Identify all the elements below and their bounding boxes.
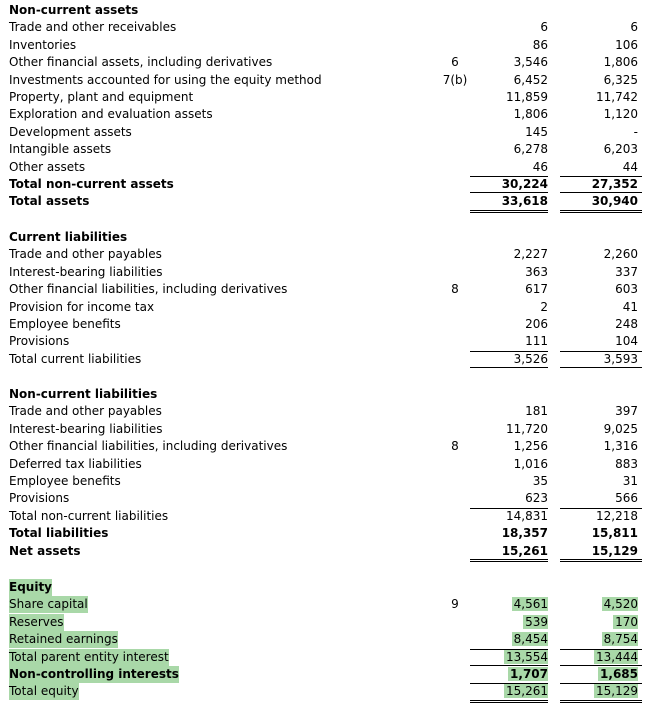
total-rule (470, 561, 548, 562)
section-header-ncl: Non-current liabilities (9, 387, 158, 401)
current-year-value: 3,546 (513, 55, 548, 70)
current-year-value: 111 (525, 334, 548, 349)
note-ref: 7(b) (442, 72, 468, 87)
total-rule (560, 210, 642, 211)
row-label-employee-benefits: Employee benefits (9, 474, 121, 488)
prior-year-value: 566 (615, 491, 638, 506)
prior-year-value: 337 (615, 264, 638, 279)
highlighted-value: 15,261 (506, 684, 548, 699)
current-year-value: 6 (540, 20, 548, 35)
current-year-value (470, 596, 548, 613)
table-row (0, 490, 655, 507)
prior-year-value: 397 (615, 404, 638, 419)
row-label-trade-and-other-payables: Trade and other payables (9, 404, 162, 419)
total-rule (560, 367, 642, 368)
prior-year-value: 30,940 (591, 194, 638, 209)
prior-year-value: 1,806 (603, 55, 638, 70)
current-year-value: 18,357 (501, 526, 548, 541)
highlighted-value: 4,520 (603, 597, 638, 612)
current-year-value: 206 (525, 317, 548, 331)
row-label-total-non-current-assets: Total non-current assets (9, 177, 174, 191)
section-header-row (0, 229, 655, 246)
table-row (0, 456, 655, 473)
table-row (0, 299, 655, 316)
prior-year-value: 6,325 (603, 72, 638, 87)
total-rule (470, 665, 548, 666)
highlighted-value: 8,754 (603, 632, 638, 647)
total-rule (470, 559, 548, 560)
prior-year-value: 1,120 (603, 107, 638, 122)
highlighted-value: 1,707 (510, 667, 548, 681)
table-row (0, 543, 655, 560)
table-row (0, 508, 655, 525)
current-year-value: 3,526 (513, 351, 548, 366)
current-year-value (470, 683, 548, 700)
row-label-provisions: Provisions (9, 334, 70, 349)
prior-year-value: 248 (615, 317, 638, 331)
current-year-value: 11,720 (506, 421, 548, 436)
current-year-value (470, 631, 548, 648)
total-rule (470, 212, 548, 213)
table-row (0, 89, 655, 106)
row-label-interest-bearing-liabilities: Interest-bearing liabilities (9, 264, 163, 279)
table-row (0, 316, 655, 333)
current-year-value: 363 (525, 264, 548, 279)
highlighted-value: 4,561 (513, 597, 548, 612)
prior-year-value (560, 649, 638, 666)
total-rule (470, 683, 548, 684)
highlighted-value: 8,454 (513, 632, 548, 647)
current-year-value: 145 (525, 124, 548, 139)
current-year-value: 623 (525, 491, 548, 506)
total-rule (560, 561, 642, 562)
row-label-non-controlling-interests: Non-controlling interests (9, 667, 179, 681)
prior-year-value: 106 (615, 37, 638, 52)
row-label-trade-and-other-receivables: Trade and other receivables (9, 20, 177, 35)
current-year-value: 33,618 (501, 194, 548, 209)
highlighted-value: 1,685 (600, 667, 638, 681)
prior-year-value: 2,260 (603, 247, 638, 262)
highlighted-value: 13,444 (596, 649, 638, 664)
prior-year-value: 44 (622, 159, 638, 174)
table-row (0, 525, 655, 542)
table-row (0, 176, 655, 193)
table-row (0, 281, 655, 298)
total-rule (560, 649, 642, 650)
note-ref: 8 (451, 439, 459, 454)
row-label-total-current-liabilities: Total current liabilities (9, 351, 142, 366)
row-label-inventories: Inventories (9, 37, 77, 52)
section-header-row (0, 386, 655, 403)
table-row (0, 403, 655, 420)
row-label-development-assets: Development assets (9, 124, 132, 139)
prior-year-value: 12,218 (596, 508, 638, 523)
section-header-cl: Current liabilities (9, 230, 128, 244)
table-row (0, 614, 655, 631)
section-header-nca: Non-current assets (9, 3, 139, 17)
table-row (0, 421, 655, 438)
total-rule (560, 351, 642, 352)
total-rule (470, 192, 548, 193)
total-rule (560, 559, 642, 560)
row-label-reserves: Reserves (9, 614, 64, 629)
total-rule (470, 508, 548, 509)
current-year-value (470, 614, 548, 631)
prior-year-value: 11,742 (596, 90, 638, 104)
table-row (0, 19, 655, 36)
total-rule (560, 176, 642, 177)
prior-year-value (560, 683, 638, 700)
current-year-value (470, 649, 548, 666)
current-year-value: 15,261 (501, 543, 548, 558)
row-label-provision-for-income-tax: Provision for income tax (9, 299, 155, 314)
current-year-value: 11,859 (506, 90, 548, 104)
table-row (0, 37, 655, 54)
total-rule (470, 367, 548, 368)
prior-year-value: 15,811 (591, 526, 638, 541)
prior-year-value: 27,352 (591, 177, 638, 191)
table-row (0, 683, 655, 700)
highlighted-value: 170 (615, 614, 638, 629)
section-header-eq: Equity (9, 580, 53, 594)
row-label-provisions: Provisions (9, 491, 70, 506)
total-rule (470, 700, 548, 701)
prior-year-value (560, 596, 638, 613)
current-year-value: 617 (525, 282, 548, 297)
row-label-share-capital: Share capital (9, 597, 88, 612)
prior-year-value: 31 (622, 474, 638, 488)
row-label-total-non-current-liabilities: Total non-current liabilities (9, 508, 169, 523)
row-label-property-plant-and-equipment: Property, plant and equipment (9, 90, 194, 104)
row-label-net-assets: Net assets (9, 543, 81, 558)
prior-year-value: 41 (622, 299, 638, 314)
total-rule (470, 176, 548, 177)
total-rule (560, 212, 642, 213)
section-header-row (0, 579, 655, 596)
row-label-total-parent-entity-interest: Total parent entity interest (9, 649, 169, 664)
prior-year-value: 15,129 (591, 543, 638, 558)
prior-year-value: 603 (615, 282, 638, 297)
row-label-exploration-and-evaluation-assets: Exploration and evaluation assets (9, 107, 213, 122)
table-row (0, 649, 655, 666)
row-label-investments-accounted-for-using-the-equity-method: Investments accounted for using the equity method (9, 72, 322, 87)
prior-year-value: 6,203 (603, 142, 638, 157)
row-label-total-assets: Total assets (9, 194, 90, 209)
table-row (0, 264, 655, 281)
current-year-value: 46 (532, 159, 548, 174)
note-ref: 9 (451, 597, 459, 612)
table-row (0, 72, 655, 89)
row-label-other-financial-assets-including-derivatives: Other financial assets, including derivatives (9, 55, 273, 70)
note-ref: 8 (451, 282, 459, 297)
total-rule (560, 192, 642, 193)
table-row (0, 106, 655, 123)
prior-year-value (560, 631, 638, 648)
prior-year-value: 6 (630, 20, 638, 35)
prior-year-value: 3,593 (603, 351, 638, 366)
row-label-other-financial-liabilities-including-derivatives: Other financial liabilities, including derivatives (9, 282, 288, 297)
row-label-interest-bearing-liabilities: Interest-bearing liabilities (9, 421, 163, 436)
current-year-value: 1,256 (513, 439, 548, 454)
current-year-value: 2,227 (513, 247, 548, 262)
row-label-retained-earnings: Retained earnings (9, 632, 118, 647)
total-rule (560, 683, 642, 684)
current-year-value: 30,224 (501, 177, 548, 191)
total-rule (470, 649, 548, 650)
row-label-total-liabilities: Total liabilities (9, 526, 109, 541)
prior-year-value: 9,025 (603, 421, 638, 436)
table-row (0, 631, 655, 648)
table-row (0, 333, 655, 350)
row-label-employee-benefits: Employee benefits (9, 317, 121, 331)
total-rule (560, 665, 642, 666)
prior-year-value: - (633, 124, 638, 139)
current-year-value: 1,016 (513, 456, 548, 471)
table-row (0, 193, 655, 210)
prior-year-value (560, 666, 638, 683)
highlighted-value: 539 (525, 614, 548, 629)
table-row (0, 246, 655, 263)
total-rule (560, 700, 642, 701)
row-label-other-assets: Other assets (9, 159, 86, 174)
total-rule (470, 351, 548, 352)
table-row (0, 438, 655, 455)
table-row (0, 473, 655, 490)
row-label-total-equity: Total equity (9, 684, 79, 699)
current-year-value: 35 (532, 474, 548, 488)
highlighted-value: 13,554 (506, 649, 548, 664)
table-row (0, 54, 655, 71)
row-label-other-financial-liabilities-including-derivatives: Other financial liabilities, including derivatives (9, 439, 288, 454)
highlighted-value: 15,129 (596, 684, 638, 699)
current-year-value: 14,831 (506, 508, 548, 523)
table-row (0, 596, 655, 613)
note-ref: 6 (451, 55, 459, 70)
table-row (0, 159, 655, 176)
row-label-intangible-assets: Intangible assets (9, 142, 112, 157)
section-header-row (0, 2, 655, 19)
prior-year-value: 1,316 (603, 439, 638, 454)
table-row (0, 141, 655, 158)
current-year-value: 181 (525, 404, 548, 419)
table-row (0, 351, 655, 368)
total-rule (560, 508, 642, 509)
current-year-value: 6,278 (513, 142, 548, 157)
prior-year-value: 104 (615, 334, 638, 349)
table-row (0, 124, 655, 141)
row-label-trade-and-other-payables: Trade and other payables (9, 247, 162, 262)
prior-year-value (560, 614, 638, 631)
current-year-value: 86 (532, 37, 548, 52)
table-row (0, 666, 655, 683)
row-label-deferred-tax-liabilities: Deferred tax liabilities (9, 456, 142, 471)
current-year-value: 2 (540, 299, 548, 314)
total-rule (470, 210, 548, 211)
current-year-value (470, 666, 548, 683)
current-year-value: 1,806 (513, 107, 548, 122)
current-year-value: 6,452 (513, 72, 548, 87)
prior-year-value: 883 (615, 456, 638, 471)
